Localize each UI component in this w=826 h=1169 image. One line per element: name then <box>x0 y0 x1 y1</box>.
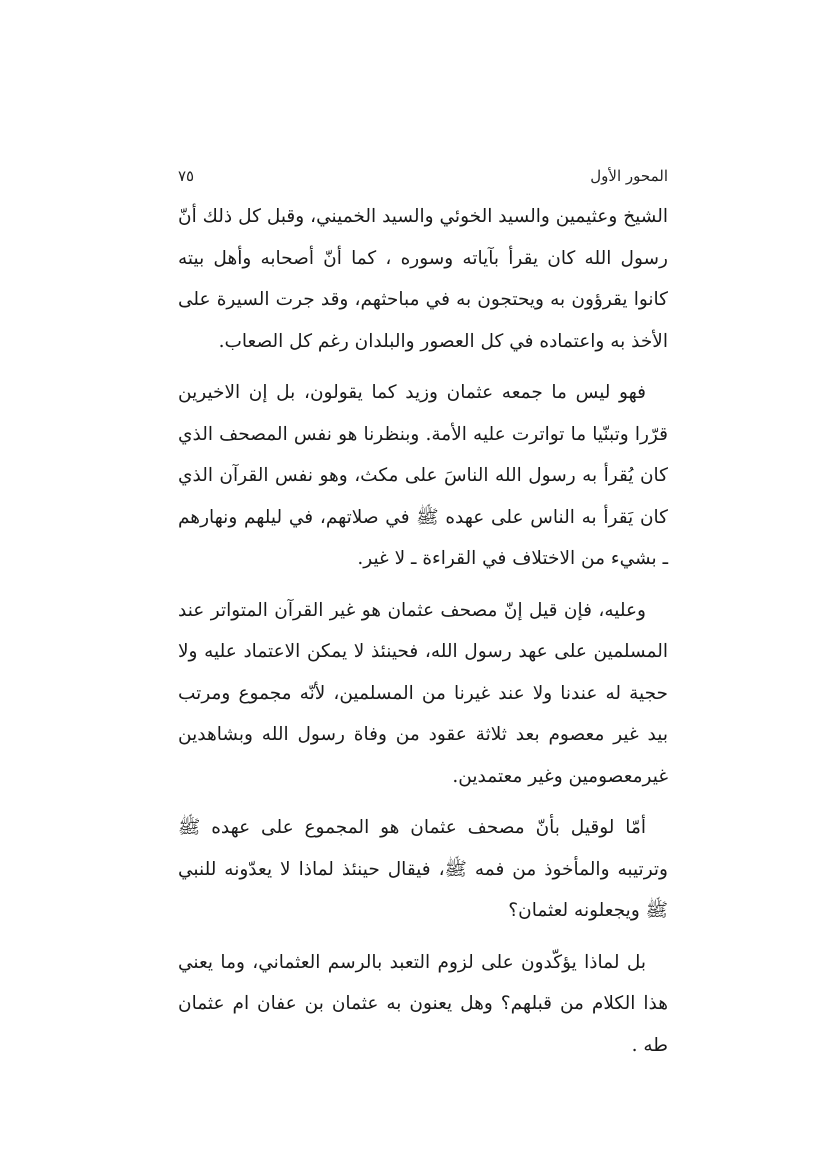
paragraph-2: فهو ليس ما جمعه عثمان وزيد كما يقولون، بل إن الاخيرين قرّرا وتبنّيا ما تواترت عليه الأمة. وبنظرنا هو نفس المصحف الذي كان يُقرأ به رسول الله الناسَ على مكث، وهو نفس القرآن الذي كان يَقرأ به الناس على عهده ﷺ في صلاتهم، في ليلهم ونهارهم ـ بشيء من الاختلاف في القراءة ـ لا غير. <box>178 382 668 569</box>
paragraph-5: بل لماذا يؤكّدون على لزوم التعبد بالرسم العثماني، وما يعني هذا الكلام من قبلهم؟ وهل يعنون به عثمان بن عفان ام عثمان طه . <box>178 951 668 1056</box>
running-header <box>178 164 668 188</box>
section-title: المحور الأول <box>590 167 668 185</box>
paragraph-4: أمّا لوقيل بأنّ مصحف عثمان هو المجموع على عهده ﷺ وترتيبه والمأخوذ من فمه ﷺ، فيقال حينئذ لماذا لا يعدّونه للنبي ﷺ ويجعلونه لعثمان؟ <box>178 817 668 921</box>
body-text <box>178 196 668 1076</box>
paragraph-3: وعليه، فإن قيل إنّ مصحف عثمان هو غير القرآن المتواتر عند المسلمين على عهد رسول الله، فحينئذ لا يمكن الاعتماد عليه ولا حجية له عندنا ولا عند غيرنا من المسلمين، لأنّه مجموع ومرتب بيد غير معصوم بعد ثلاثة عقود من وفاة رسول الله وبشاهدين غيرمعصومين وغير معتمدين. <box>178 599 668 787</box>
page-number: ٧٥ <box>178 167 195 185</box>
paragraph-1: الشيخ وعثيمين والسيد الخوئي والسيد الخميني، وقبل كل ذلك أنّ رسول الله كان يقرأ بآياته وسوره ، كما أنّ أصحابه وأهل بيته كانوا يقرؤون به ويحتجون به في مباحثهم، وقد جرت السيرة على الأخذ به واعتماده في كل العصور والبلدان رغم كل الصعاب. <box>178 206 668 352</box>
